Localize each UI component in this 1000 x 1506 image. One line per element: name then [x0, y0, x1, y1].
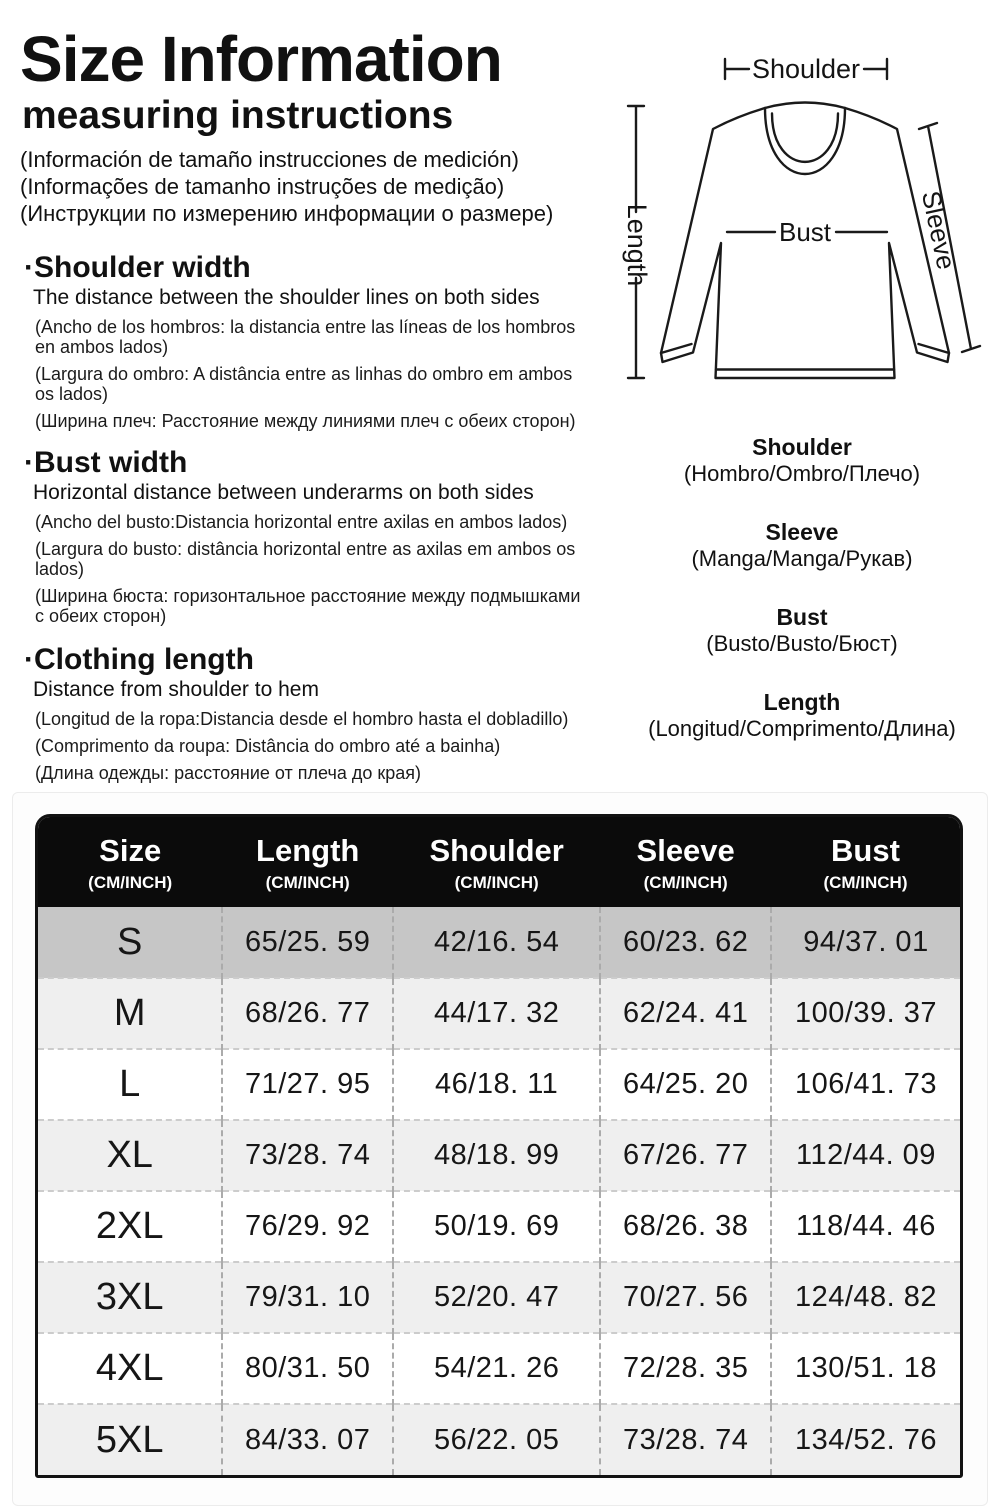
legend-item-length: [600, 689, 1000, 741]
size-cell: M: [38, 978, 222, 1049]
subtitle-translation-es: (Información de tamaño instrucciones de medición): [20, 147, 519, 172]
diagram-label-shoulder: Shoulder: [751, 54, 861, 84]
value-cell: 44/17. 32: [393, 978, 600, 1049]
section-translation-pt: (Largura do busto: distância horizontal entre as axilas em ambos os lados): [35, 539, 576, 579]
table-row: [38, 978, 960, 1049]
collar-inner: [772, 114, 838, 162]
size-table-card: [12, 792, 988, 1506]
table-row: [38, 1191, 960, 1262]
value-cell: 106/41. 73: [771, 1049, 960, 1120]
table-row: [38, 907, 960, 978]
value-cell: 54/21. 26: [393, 1333, 600, 1404]
legend-item-sleeve: [600, 519, 1000, 571]
value-cell: 100/39. 37: [771, 978, 960, 1049]
section-description: Distance from shoulder to hem: [33, 678, 319, 701]
value-cell: 64/25. 20: [600, 1049, 771, 1120]
size-cell: 5XL: [38, 1404, 222, 1475]
value-cell: 56/22. 05: [393, 1404, 600, 1475]
section-title: ·Clothing length: [24, 643, 254, 676]
value-cell: 124/48. 82: [771, 1262, 960, 1333]
legend-item-bust: [600, 604, 1000, 656]
section-translation-es: (Ancho del busto:Distancia horizontal entre axilas en ambos lados): [35, 512, 568, 532]
value-cell: 94/37. 01: [771, 907, 960, 978]
shirt-measurement-diagram-icon: [598, 26, 1000, 430]
legend-term: Shoulder: [752, 434, 852, 460]
value-cell: 68/26. 77: [222, 978, 393, 1049]
legend-item-shoulder: [600, 434, 1000, 486]
legend-translation: (Hombro/Ombro/Плечо): [683, 461, 921, 486]
table-header-row: [38, 817, 960, 907]
value-cell: 72/28. 35: [600, 1333, 771, 1404]
measuring-instructions-panel: [20, 23, 598, 783]
section-shoulder-width: [20, 251, 598, 431]
value-cell: 79/31. 10: [222, 1262, 393, 1333]
column-header-shoulder: Shoulder (CM/INCH): [393, 817, 600, 907]
page-title: Size Information: [20, 23, 502, 95]
value-cell: 48/18. 99: [393, 1120, 600, 1191]
section-translation-ru: (Ширина бюста: горизонтальное расстояние между подмышками с обеих сторон): [35, 586, 581, 626]
page-subtitle: measuring instructions: [22, 94, 454, 137]
value-cell: 84/33. 07: [222, 1404, 393, 1475]
size-cell: 4XL: [38, 1333, 222, 1404]
subtitle-translations: [20, 146, 598, 227]
section-translation-pt: (Largura do ombro: A distância entre as linhas do ombro em ambos os lados): [35, 364, 573, 404]
subtitle-translation-ru: (Инструкции по измерению информации о размере): [20, 201, 554, 226]
size-cell: S: [117, 920, 143, 963]
subtitle-translation-pt: (Informações de tamanho instruções de medição): [20, 174, 505, 199]
legend-translation: (Longitud/Comprimento/Длина): [648, 716, 956, 741]
value-cell: 52/20. 47: [393, 1262, 600, 1333]
value-cell: 134/52. 76: [771, 1404, 960, 1475]
size-cell: XL: [38, 1120, 222, 1191]
size-table: [35, 814, 963, 1478]
table-row: [38, 1049, 960, 1120]
section-clothing-length: [20, 643, 598, 783]
value-cell: 68/26. 38: [600, 1191, 771, 1262]
value-cell: 130/51. 18: [771, 1333, 960, 1404]
value-cell: 71/27. 95: [222, 1049, 393, 1120]
column-header-size: Size (CM/INCH): [38, 817, 222, 907]
table-row: [38, 1333, 960, 1404]
size-cell: L: [38, 1049, 222, 1120]
section-translation-ru: (Длина одежды: расстояние от плеча до края): [35, 763, 421, 783]
measurement-legend: [600, 434, 1000, 774]
column-header-sleeve: Sleeve (CM/INCH): [600, 817, 771, 907]
section-translation-ru: (Ширина плеч: Расстояние между линиями плеч с обеих сторон): [35, 411, 576, 431]
size-table-body: [38, 907, 960, 1475]
legend-translation: (Manga/Manga/Рукав): [691, 546, 913, 571]
size-cell: 3XL: [38, 1262, 222, 1333]
legend-term: Sleeve: [765, 519, 839, 545]
legend-term: Bust: [776, 604, 828, 630]
section-bust-width: [20, 446, 598, 626]
legend-term: Length: [763, 689, 841, 715]
diagram-label-sleeve: Sleeve: [915, 188, 962, 273]
value-cell: 80/31. 50: [222, 1333, 393, 1404]
table-row: [38, 1120, 960, 1191]
diagram-label-length: Length: [622, 203, 652, 287]
value-cell: 118/44. 46: [771, 1191, 960, 1262]
value-cell: 46/18. 11: [393, 1049, 600, 1120]
value-cell: 112/44. 09: [771, 1120, 960, 1191]
value-cell: 65/25. 59: [222, 907, 393, 978]
right-cuff-line: [919, 344, 950, 353]
column-header-bust: Bust (CM/INCH): [771, 817, 960, 907]
section-title: ·Shoulder width: [24, 251, 251, 284]
section-title: ·Bust width: [24, 446, 188, 479]
legend-translation: (Busto/Busto/Бюст): [706, 631, 898, 656]
section-description: The distance between the shoulder lines on both sides: [33, 286, 540, 309]
section-translation-es: (Longitud de la ropa:Distancia desde el hombro hasta el dobladillo): [35, 709, 569, 729]
table-row: [38, 1404, 960, 1475]
value-cell: 42/16. 54: [393, 907, 600, 978]
value-cell: 76/29. 92: [222, 1191, 393, 1262]
value-cell: 50/19. 69: [393, 1191, 600, 1262]
value-cell: 67/26. 77: [600, 1120, 771, 1191]
value-cell: 60/23. 62: [600, 907, 771, 978]
size-cell: 2XL: [38, 1191, 222, 1262]
left-cuff-line: [661, 344, 692, 353]
section-translation-es: (Ancho de los hombros: la distancia entre las líneas de los hombros en ambos lados): [35, 317, 576, 357]
collar-back: [765, 103, 845, 109]
value-cell: 73/28. 74: [222, 1120, 393, 1191]
section-translation-pt: (Comprimento da roupa: Distância do ombro até a bainha): [35, 736, 501, 756]
section-description: Horizontal distance between underarms on both sides: [33, 481, 534, 504]
diagram-label-bust: Bust: [778, 217, 832, 247]
value-cell: 73/28. 74: [600, 1404, 771, 1475]
column-header-length: Length (CM/INCH): [222, 817, 393, 907]
value-cell: 62/24. 41: [600, 978, 771, 1049]
value-cell: 70/27. 56: [600, 1262, 771, 1333]
table-row: [38, 1262, 960, 1333]
